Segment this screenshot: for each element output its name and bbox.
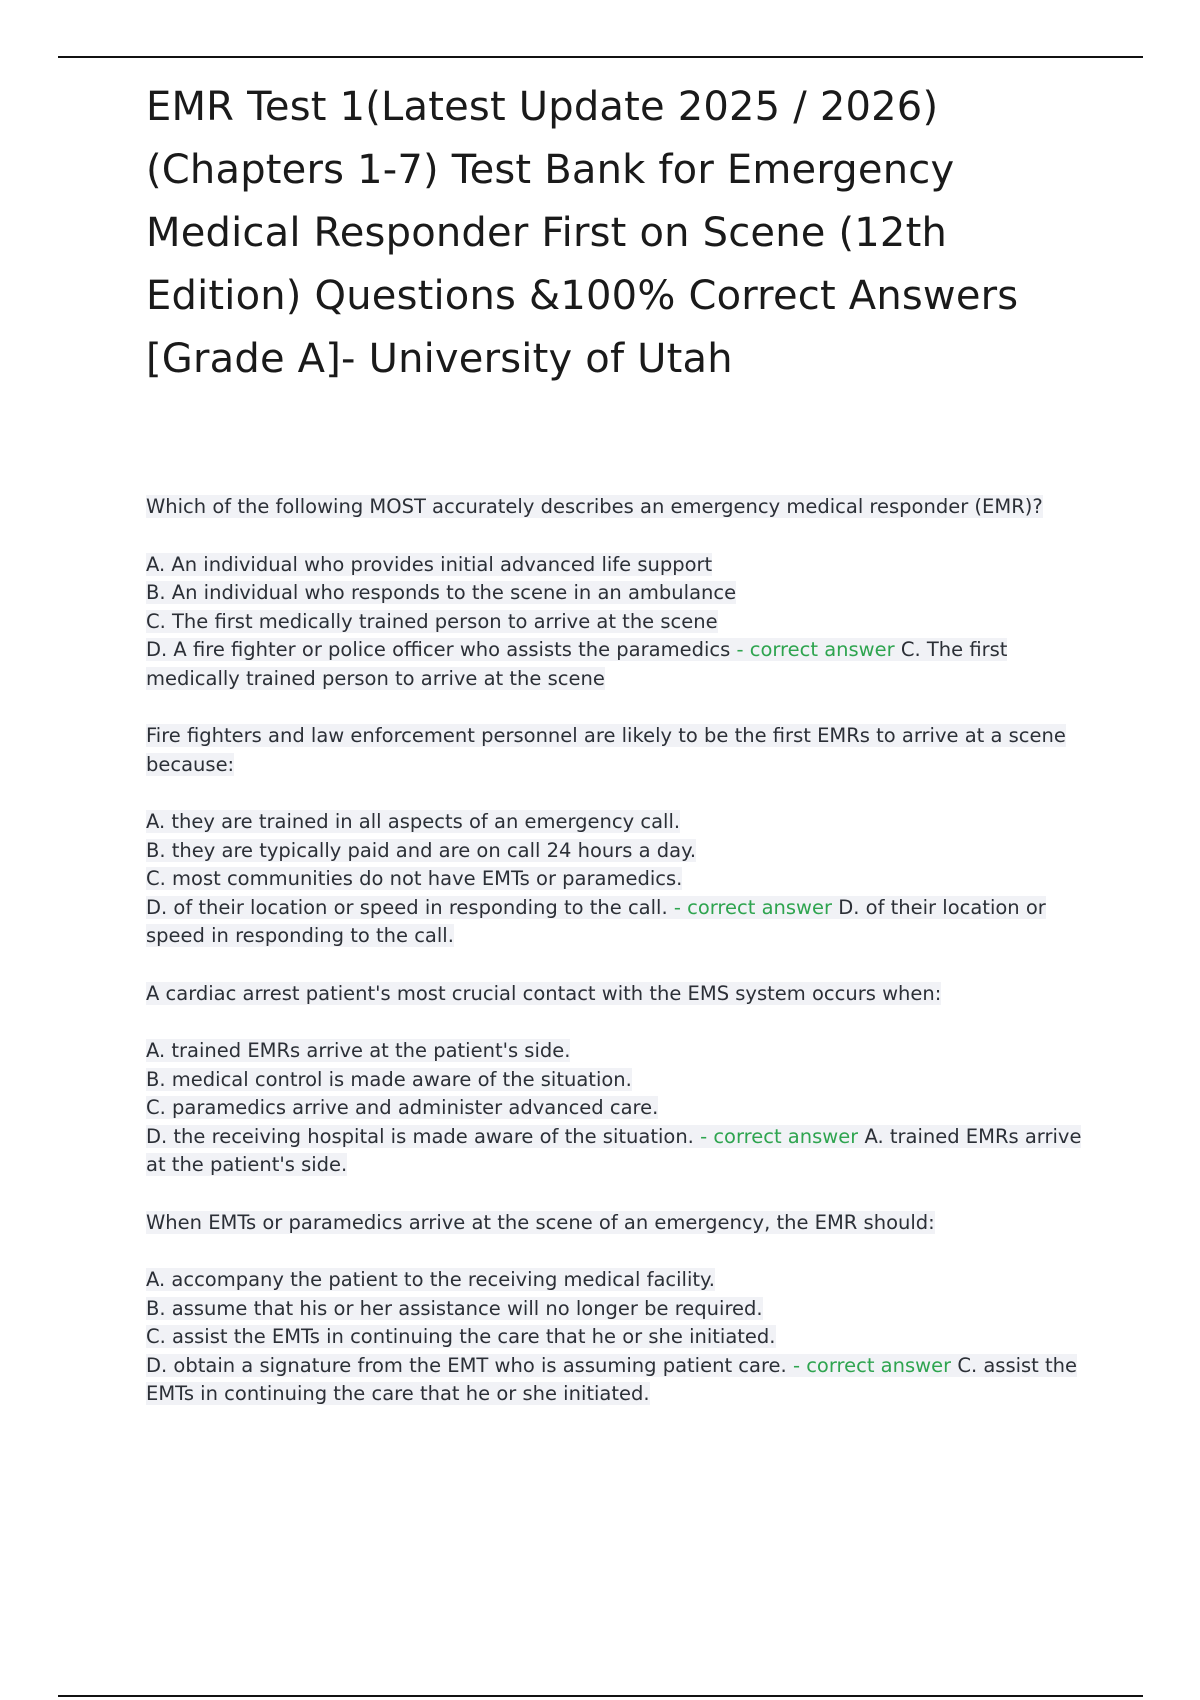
question-item [146, 493, 1106, 693]
answer-options [146, 1266, 1106, 1409]
bottom-rule [58, 1695, 1143, 1697]
correct-answer-label: - correct answer [673, 895, 833, 919]
answer-options [146, 1037, 1106, 1180]
top-rule [58, 56, 1143, 58]
correct-answer-label: - correct answer [792, 1353, 952, 1377]
option-b: B. medical control is made aware of the situation. [146, 1067, 632, 1091]
question-text: Which of the following MOST accurately describes an emergency medical responder (EMR)? [146, 495, 1043, 518]
option-c: C. paramedics arrive and administer advanced care. [146, 1096, 659, 1119]
question-text: Fire fighters and law enforcement personnel are likely to be the first EMRs to arrive at a scene because: [146, 724, 1066, 776]
option-b: B. An individual who responds to the scene in an ambulance [146, 581, 737, 604]
question-item [146, 1209, 1106, 1409]
option-c: C. assist the EMTs in continuing the care that he or she initiated. [146, 1325, 776, 1348]
option-a: A. An individual who provides initial advanced life support [146, 552, 713, 576]
option-a: A. they are trained in all aspects of an emergency call. [146, 810, 681, 833]
option-d: D. obtain a signature from the EMT who is assuming patient care. [146, 1353, 787, 1377]
option-a: A. trained EMRs arrive at the patient's side. [146, 1039, 571, 1062]
question-item [146, 722, 1106, 951]
correct-answer-text: D. of their location or speed in responding to the call. [146, 895, 1046, 947]
correct-answer-text: A. trained EMRs arrive at the patient's side. [146, 1124, 1082, 1176]
option-c: C. most communities do not have EMTs or paramedics. [146, 867, 683, 890]
option-c: C. The first medically trained person to arrive at the scene [146, 609, 718, 633]
option-b: B. assume that his or her assistance will no longer be required. [146, 1296, 763, 1320]
option-d: D. A fire fighter or police officer who assists the paramedics [146, 638, 731, 661]
correct-answer-text: C. assist the EMTs in continuing the care that he or she initiated. [146, 1353, 1078, 1405]
correct-answer-text: C. The first medically trained person to arrive at the scene [146, 638, 1008, 690]
answer-options [146, 808, 1106, 951]
option-d: D. of their location or speed in responding to the call. [146, 895, 668, 919]
document-body [146, 76, 1106, 1438]
question-text: When EMTs or paramedics arrive at the scene of an emergency, the EMR should: [146, 1210, 935, 1234]
question-text: A cardiac arrest patient's most crucial contact with the EMS system occurs when: [146, 981, 942, 1005]
correct-answer-label: - correct answer [736, 638, 895, 661]
correct-answer-label: - correct answer [700, 1124, 859, 1148]
option-d: D. the receiving hospital is made aware of the situation. [146, 1124, 694, 1148]
document-title: EMR Test 1(Latest Update 2025 / 2026) (Chapters 1-7) Test Bank for Emergency Medical Responder First on Scene (12th Edition) Questions &100% Correct Answers [Grade A]- University of Utah [146, 84, 1019, 382]
answer-options [146, 551, 1106, 694]
option-a: A. accompany the patient to the receiving medical facility. [146, 1268, 715, 1291]
question-list [146, 493, 1106, 1409]
question-item [146, 980, 1106, 1180]
option-b: B. they are typically paid and are on call 24 hours a day. [146, 838, 697, 862]
